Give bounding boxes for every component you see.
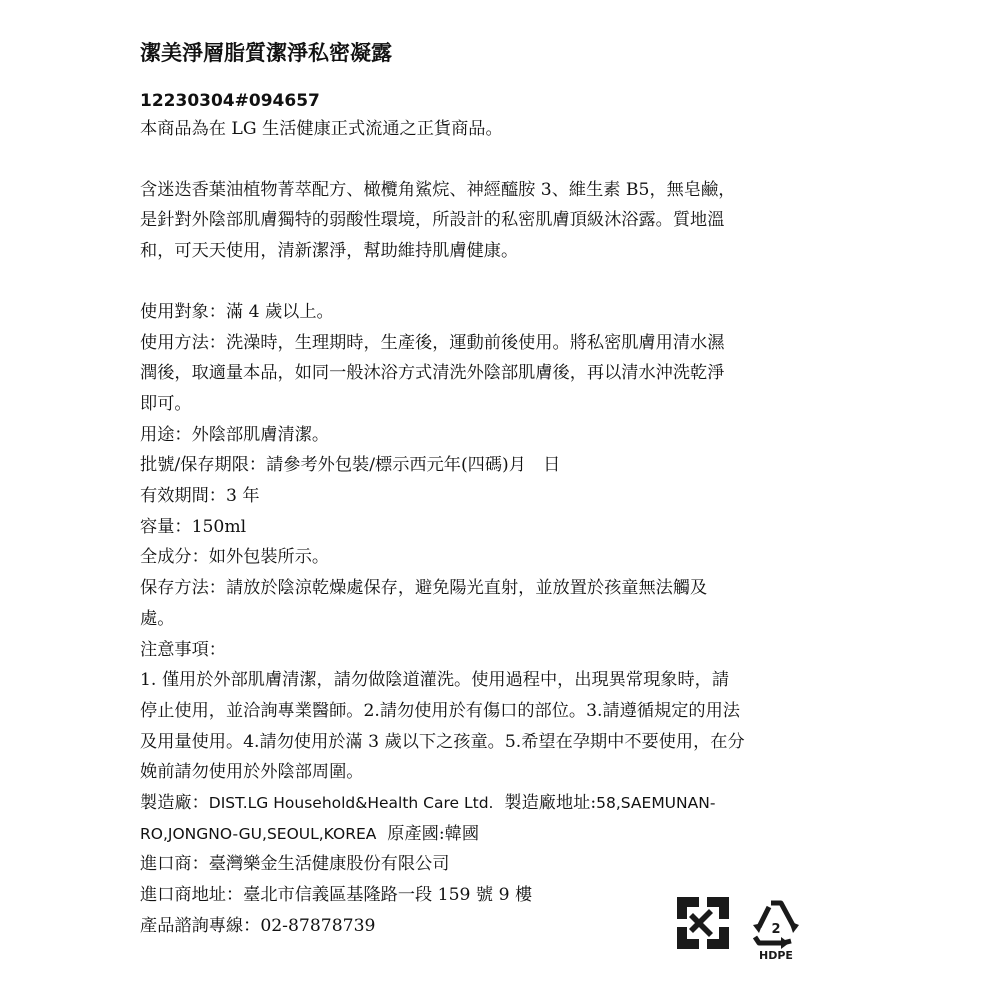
- manufacturer-name: DIST.LG Household&Health Care Ltd.: [208, 794, 494, 813]
- description-line: 和，可天天使用，清新潔淨，幫助維持肌膚健康。: [140, 241, 519, 262]
- importer: 進口商：臺灣樂金生活健康股份有限公司: [140, 854, 450, 875]
- hdpe-recycle-icon: [751, 895, 801, 961]
- usage-method: 使用方法：洗澡時，生理期時，生產後，運動前後使用。將私密肌膚用清水濕: [140, 332, 725, 353]
- manufacturer-label: 製造廠：: [140, 793, 209, 814]
- intro-text: 本商品為在 LG 生活健康正式流通之正貨商品。: [140, 119, 503, 139]
- description-line: 含迷迭香葉油植物菁萃配方、橄欖角鯊烷、神經醯胺 3、維生素 B5，無皂鹼，: [140, 179, 736, 200]
- taiwan-recycle-icon: [673, 893, 733, 953]
- hotline: 產品諮詢專線：02-87878739: [140, 915, 376, 936]
- product-label-document: [140, 38, 865, 942]
- batch-expiry: 批號/保存期限：請參考外包裝/標示西元年(四碼)月 日: [140, 455, 561, 476]
- manufacturer-line: [140, 819, 865, 850]
- ingredients: 全成分：如外包裝所示。: [140, 547, 330, 568]
- manufacturer-address: 58,SAEMUNAN-: [596, 794, 716, 813]
- product-code: 12230304#094657: [140, 91, 320, 111]
- recycling-marks: [673, 893, 813, 963]
- usage-target: 使用對象：滿 4 歲以上。: [140, 301, 334, 322]
- storage-method: 保存方法：請放於陰涼乾燥處保存，避免陽光直射，並放置於孩童無法觸及: [140, 578, 708, 599]
- precautions-heading: 注意事項：: [140, 639, 226, 660]
- manufacturer-line: [140, 788, 865, 819]
- precautions-line: 及用量使用。4.請勿使用於滿 3 歲以下之孩童。5.希望在孕期中不要使用，在分: [140, 731, 745, 752]
- manufacturer-address-continued: RO,JONGNO-GU,SEOUL,KOREA: [140, 824, 377, 843]
- description-line: 是針對外陰部肌膚獨特的弱酸性環境，所設計的私密肌膚頂級沐浴露。質地溫: [140, 210, 725, 231]
- storage-method: 處。: [140, 608, 175, 629]
- usage-method: 潤後，取適量本品，如同一般沐浴方式清洗外陰部肌膚後，再以清水沖洗乾淨: [140, 363, 725, 384]
- resin-label: HDPE: [759, 949, 793, 961]
- precautions-line: 停止使用，並洽詢專業醫師。2.請勿使用於有傷口的部位。3.請遵循規定的用法: [140, 700, 740, 721]
- country-of-origin: 原產國:韓國: [376, 823, 480, 844]
- purpose: 用途：外陰部肌膚清潔。: [140, 424, 330, 445]
- precautions-line: 娩前請勿使用於外陰部周圍。: [140, 762, 364, 783]
- precautions-line: 1. 僅用於外部肌膚清潔，請勿做陰道灌洗。使用過程中，出現異常現象時，請: [140, 670, 730, 691]
- volume: 容量：150ml: [140, 516, 247, 537]
- importer-address: 進口商地址：臺北市信義區基隆路一段 159 號 9 樓: [140, 885, 533, 906]
- manufacturer-address-label: 製造廠地址:: [493, 793, 597, 814]
- product-title: 潔美淨層脂質潔淨私密凝露: [140, 41, 392, 65]
- resin-code: 2: [771, 922, 781, 937]
- validity-period: 有效期間：3 年: [140, 486, 260, 507]
- usage-method: 即可。: [140, 393, 192, 414]
